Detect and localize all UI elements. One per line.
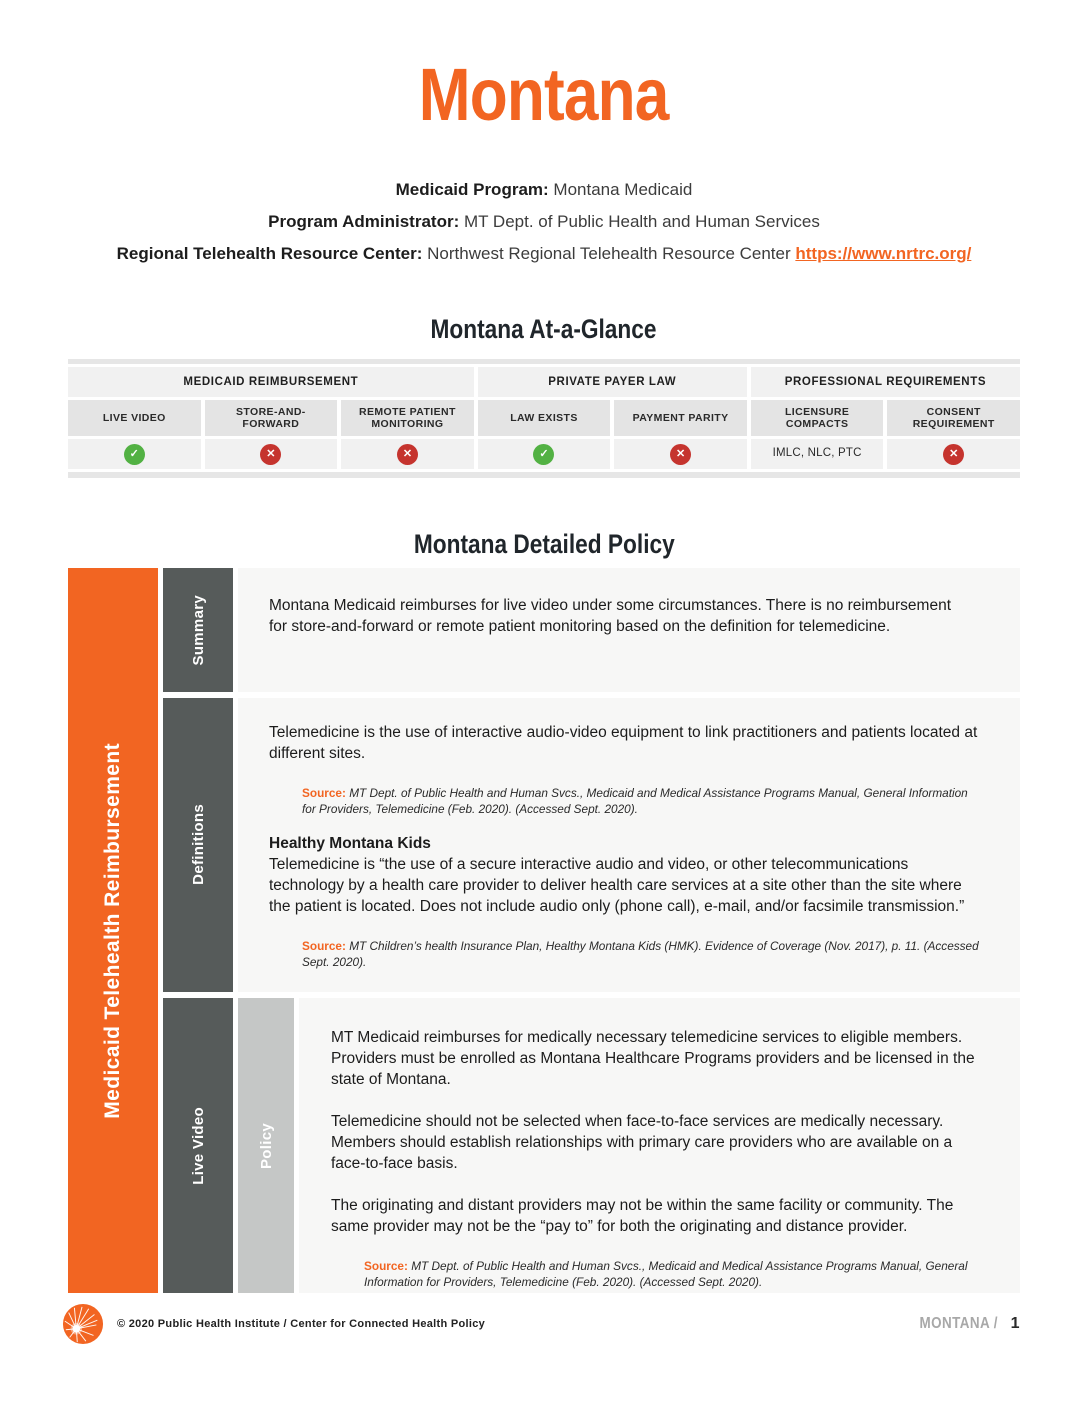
source-label: Source:	[302, 785, 346, 800]
row-definitions	[163, 698, 1020, 992]
value-remote-patient-monitoring	[341, 439, 474, 469]
glance-group-row	[68, 367, 1020, 397]
check-icon: ✓	[124, 444, 145, 465]
glance-value-row	[68, 439, 1020, 469]
meta-label: Medicaid Program:	[395, 180, 549, 199]
meta-medicaid-program	[0, 180, 1088, 200]
live-video-source	[364, 1258, 990, 1290]
value-payment-parity	[614, 439, 747, 469]
definitions-paragraph: Telemedicine is the use of interactive audio-video equipment to link practitioners and patients located at different sites.	[269, 723, 978, 762]
definitions-subheading: Healthy Montana Kids	[269, 834, 431, 852]
cchp-sunburst-logo	[62, 1303, 104, 1345]
detailed-policy-table	[68, 568, 1020, 1293]
category-medicaid-telehealth-reimbursement	[68, 568, 158, 1293]
definitions-paragraph-hmk: Telemedicine is “the use of a secure interactive audio and video, or other telecommunications technology by a health care provider to deliver health care services at a site other than the site where the patient is located. Does not include audio only (phone call), e-mail, and/or facsimile transmission.”	[269, 855, 965, 915]
meta-label: Regional Telehealth Resource Center:	[116, 244, 423, 263]
definitions-source-1	[302, 785, 984, 817]
column-licensure-compacts: LICENSURE COMPACTS	[751, 400, 884, 436]
resource-center-link[interactable]: https://www.nrtrc.org/	[795, 244, 972, 263]
meta-resource-center	[0, 244, 1088, 264]
cross-icon: ✕	[397, 444, 418, 465]
glance-heading: Montana At-a-Glance	[431, 314, 657, 344]
table-top-strip	[68, 359, 1020, 364]
live-video-paragraph-1: MT Medicaid reimburses for medically necessary telemedicine services to eligible members. Providers must be enrolled as Montana Healthcare Programs providers and be licensed in the state of Montana.	[331, 1029, 975, 1088]
footer-page-indicator	[912, 1315, 1020, 1333]
definitions-source-2	[302, 938, 984, 970]
summary-label: Summary	[189, 594, 207, 666]
source-text: MT Dept. of Public Health and Human Svcs., Medicaid and Medical Assistance Programs Manual, General Information for Providers, Telemedicine (Feb. 2020). (Accessed Sept. 2020).	[364, 1259, 968, 1289]
meta-program-administrator	[0, 212, 1088, 232]
row-live-video	[163, 998, 1020, 1293]
group-professional-requirements: PROFESSIONAL REQUIREMENTS	[751, 367, 1020, 397]
definitions-label: Definitions	[189, 804, 207, 886]
footer-copyright: © 2020 Public Health Institute / Center for Connected Health Policy	[117, 1318, 486, 1330]
at-a-glance-table	[68, 359, 1020, 478]
live-video-paragraph-3: The originating and distant providers may not be within the same facility or community. The same provider may not be the “pay to” for both the originating and distance provider.	[331, 1197, 954, 1235]
footer-state-label: MONTANA /	[919, 1315, 999, 1332]
live-video-label-cell	[163, 998, 233, 1293]
value-live-video	[68, 439, 201, 469]
value-store-and-forward	[205, 439, 338, 469]
group-medicaid-reimbursement: MEDICAID REIMBURSEMENT	[68, 367, 474, 397]
meta-block	[0, 180, 1088, 276]
live-video-paragraph-2: Telemedicine should not be selected when face-to-face services are medically necessary. Members should establish relationships with primary care providers who are available on a face-to-face basis.	[331, 1113, 953, 1172]
live-video-content	[299, 998, 1020, 1293]
group-private-payer-law: PRIVATE PAYER LAW	[478, 367, 747, 397]
column-remote-patient-monitoring: REMOTE PATIENT MONITORING	[341, 400, 474, 436]
definitions-label-cell	[163, 698, 233, 992]
table-bottom-strip	[68, 472, 1020, 478]
source-text: MT Dept. of Public Health and Human Svcs., Medicaid and Medical Assistance Programs Manual, General Information for Providers, Telemedicine (Feb. 2020). (Accessed Sept. 2020).	[302, 785, 968, 816]
policy-sublabel-cell	[238, 998, 294, 1293]
check-icon: ✓	[533, 444, 554, 465]
row-summary	[163, 568, 1020, 692]
live-video-label: Live Video	[189, 1106, 207, 1185]
summary-content	[238, 568, 1020, 692]
column-store-and-forward: STORE-AND-FORWARD	[205, 400, 338, 436]
cross-icon: ✕	[260, 444, 281, 465]
meta-value: Northwest Regional Telehealth Resource Center	[427, 244, 791, 263]
page-title	[0, 52, 1088, 137]
definitions-content	[238, 698, 1020, 992]
policy-rows	[163, 568, 1020, 1293]
column-consent-requirement: CONSENT REQUIREMENT	[887, 400, 1020, 436]
summary-label-cell	[163, 568, 233, 692]
column-live-video: LIVE VIDEO	[68, 400, 201, 436]
policy-sublabel: Policy	[257, 1122, 275, 1169]
page-title-text: Montana	[419, 53, 669, 136]
column-payment-parity: PAYMENT PARITY	[614, 400, 747, 436]
category-label: Medicaid Telehealth Reimbursement	[101, 742, 124, 1119]
meta-value: Montana Medicaid	[553, 180, 693, 199]
source-label: Source:	[364, 1259, 408, 1273]
source-label: Source:	[302, 938, 346, 953]
glance-subheader-row	[68, 400, 1020, 436]
cross-icon: ✕	[670, 444, 691, 465]
cross-icon: ✕	[943, 444, 964, 465]
value-licensure-compacts	[751, 439, 884, 469]
summary-text: Montana Medicaid reimburses for live video under some circumstances. There is no reimbursement for store-and-forward or remote patient monitoring based on the definition for telemedicine.	[269, 597, 952, 635]
meta-value: MT Dept. of Public Health and Human Services	[463, 212, 820, 231]
footer	[62, 1303, 1020, 1345]
meta-label: Program Administrator:	[268, 212, 460, 231]
footer-page-number: 1	[1010, 1315, 1020, 1332]
column-law-exists: LAW EXISTS	[478, 400, 611, 436]
value-consent-requirement	[887, 439, 1020, 469]
detailed-policy-heading: Montana Detailed Policy	[413, 529, 675, 559]
value-law-exists	[478, 439, 611, 469]
source-text: MT Children’s health Insurance Plan, Healthy Montana Kids (HMK). Evidence of Coverage (Nov. 2017), p. 11. (Accessed Sept. 2020).	[302, 938, 979, 969]
licensure-compacts-text: IMLC, NLC, PTC	[772, 447, 862, 460]
